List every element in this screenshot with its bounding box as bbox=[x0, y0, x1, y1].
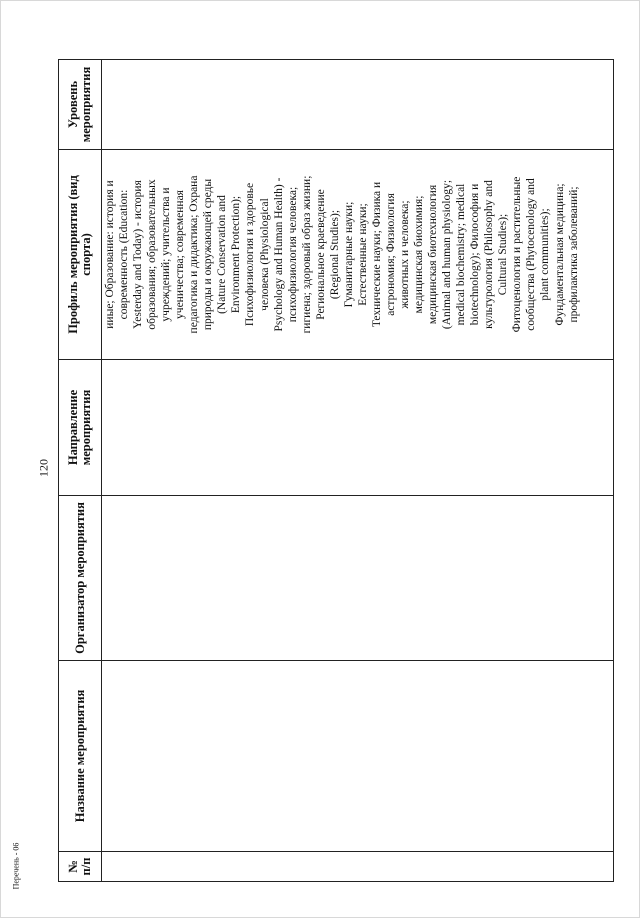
profile-line: учреждений; учительства и bbox=[160, 187, 173, 322]
profile-line: (Nature Conservation and bbox=[216, 195, 229, 314]
cell-level bbox=[102, 60, 614, 150]
profile-line: профилактика заболеваний; bbox=[567, 186, 580, 323]
profile-line: ученичества; современная bbox=[174, 190, 187, 319]
profile-line: plant communities); bbox=[539, 208, 552, 301]
footer-code: Перечень - 06 bbox=[11, 842, 21, 890]
profile-line: Гуманитарные науки; bbox=[342, 201, 355, 308]
header-profile: Профиль мероприятия (вид спорта) bbox=[59, 150, 102, 360]
table-header-row bbox=[59, 60, 102, 882]
header-direction: Направление мероприятия bbox=[59, 360, 102, 496]
cell-direction bbox=[102, 360, 614, 496]
profile-line: современность (Education: bbox=[118, 189, 131, 320]
profile-line: Фитоценология и растительные bbox=[511, 176, 524, 333]
profile-line: педагогика и дидактика; Охрана bbox=[188, 175, 201, 334]
header-name: Название мероприятия bbox=[59, 661, 102, 852]
profile-line: Environment Protection); bbox=[230, 195, 243, 314]
profile-line: Psychology and Human Health) - bbox=[272, 177, 285, 332]
cell-profile bbox=[102, 150, 614, 360]
cell-num bbox=[102, 852, 614, 882]
profile-line: человека (Physiological bbox=[258, 198, 271, 311]
table-wrapper bbox=[58, 60, 614, 882]
rotated-table-container bbox=[58, 60, 614, 882]
profile-line: Технические науки; Физика и bbox=[370, 181, 383, 328]
cell-organizer bbox=[102, 496, 614, 661]
profile-line: сообщества (Phytocenology and bbox=[525, 178, 538, 331]
page-number: 120 bbox=[36, 459, 51, 477]
profile-line: Региональное краеведение bbox=[314, 189, 327, 320]
profile-line: (Animal and human physiology; bbox=[441, 179, 454, 330]
profile-line: Естественные науки; bbox=[356, 203, 369, 306]
profile-line: природы и окружающей среды bbox=[202, 178, 215, 331]
profile-line: образования; образовательных bbox=[146, 179, 159, 330]
profile-line: (Regional Studies); bbox=[328, 209, 341, 300]
profile-line: Cultural Studies); bbox=[497, 213, 510, 296]
profile-line: психофизиология человека; bbox=[286, 186, 299, 323]
profile-line: культурология (Philosophy and bbox=[483, 180, 496, 329]
header-num: № п/п bbox=[59, 852, 102, 882]
profile-line: ииые; Образование: история и bbox=[104, 180, 116, 329]
table-row bbox=[102, 60, 614, 882]
profile-line: Фундаментальная медицина; bbox=[553, 183, 566, 326]
profile-line: Психофизиология и здоровье bbox=[244, 182, 257, 327]
profile-line: гигиена; здоровый образ жизни; bbox=[300, 175, 313, 334]
profile-line: астрономия; Физиология bbox=[384, 193, 397, 316]
profile-line: medical biochemistry; medical bbox=[455, 183, 468, 326]
profile-line: медицинская биотехнология bbox=[427, 184, 440, 325]
profile-line: животных и человека; bbox=[398, 200, 411, 309]
profile-line: Yesterday and Today) - история bbox=[132, 180, 145, 329]
header-organizer: Организатор мероприятия bbox=[59, 496, 102, 661]
cell-name bbox=[102, 661, 614, 852]
profile-line: biotechnology); Философия и bbox=[469, 183, 482, 326]
header-level: Уровень мероприятия bbox=[59, 60, 102, 150]
events-table bbox=[58, 59, 614, 882]
profile-line: медицинская биохимия; bbox=[413, 195, 426, 314]
